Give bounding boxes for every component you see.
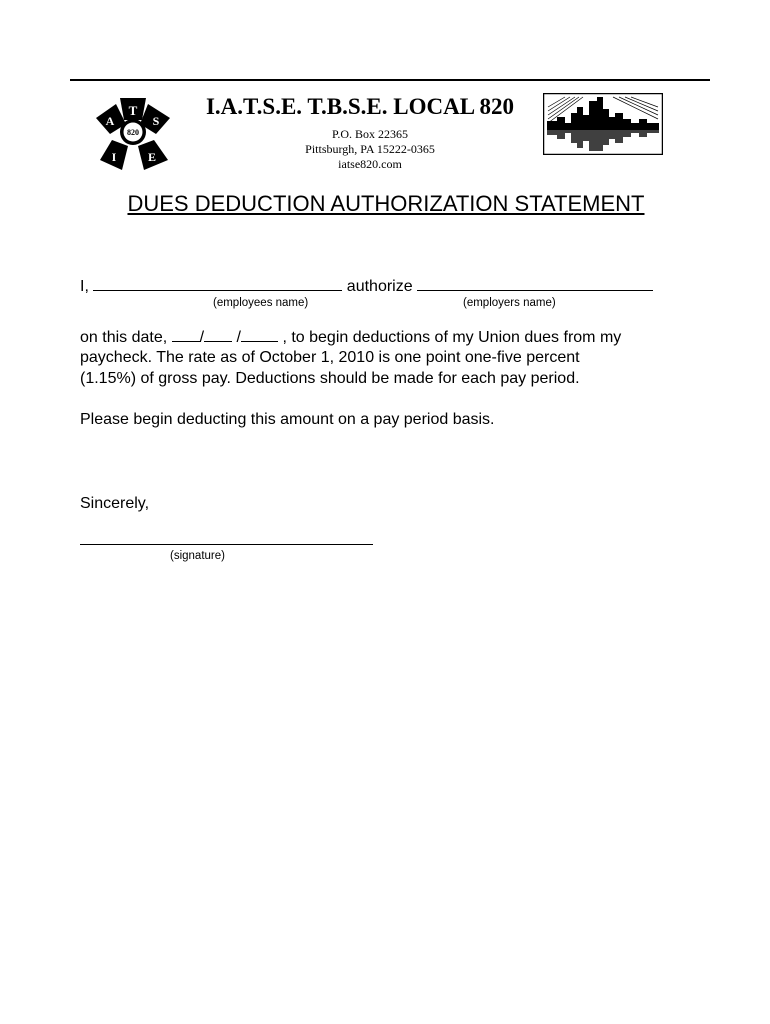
date-suffix: , to begin deductions of my Union dues from my	[282, 329, 622, 346]
date-month-field[interactable]	[172, 326, 200, 342]
date-line	[80, 326, 621, 349]
emblem-number: 820	[127, 128, 139, 137]
date-separator: /	[236, 329, 241, 346]
emblem-letter: A	[105, 114, 115, 128]
date-separator: /	[199, 329, 205, 346]
employee-name-caption: (employees name)	[213, 297, 309, 309]
emblem-letter: E	[147, 150, 157, 164]
emblem-letter: S	[152, 114, 160, 128]
header-rule	[70, 79, 710, 81]
authorization-line	[80, 275, 653, 298]
signature-field[interactable]	[80, 544, 373, 545]
paragraph-line: (1.15%) of gross pay. Deductions should be made for each pay period.	[80, 370, 580, 387]
address-line-2: Pittsburgh, PA 15222-0365	[305, 142, 435, 156]
date-day-field[interactable]	[204, 326, 232, 342]
closing: Sincerely,	[80, 495, 150, 512]
emblem-letter: T	[128, 103, 138, 118]
auth-middle: authorize	[346, 278, 413, 295]
city-skyline-icon	[543, 93, 663, 155]
date-year-field[interactable]	[241, 326, 278, 342]
website: iatse820.com	[338, 157, 402, 171]
emblem-letter: I	[111, 150, 117, 164]
paragraph-line: paycheck. The rate as of October 1, 2010 is one point one-five percent	[80, 349, 580, 366]
org-name: I.A.T.S.E. T.B.S.E. LOCAL 820	[205, 94, 515, 119]
instruction-paragraph: Please begin deducting this amount on a pay period basis.	[80, 411, 495, 428]
auth-prefix: I,	[80, 278, 89, 295]
document-title: DUES DEDUCTION AUTHORIZATION STATEMENT	[127, 191, 645, 216]
employer-name-field[interactable]	[417, 275, 653, 291]
date-prefix: on this date,	[80, 329, 168, 346]
employer-name-caption: (employers name)	[463, 297, 556, 309]
address-line-1: P.O. Box 22365	[331, 127, 408, 141]
employee-name-field[interactable]	[93, 275, 342, 291]
signature-caption: (signature)	[170, 550, 225, 562]
